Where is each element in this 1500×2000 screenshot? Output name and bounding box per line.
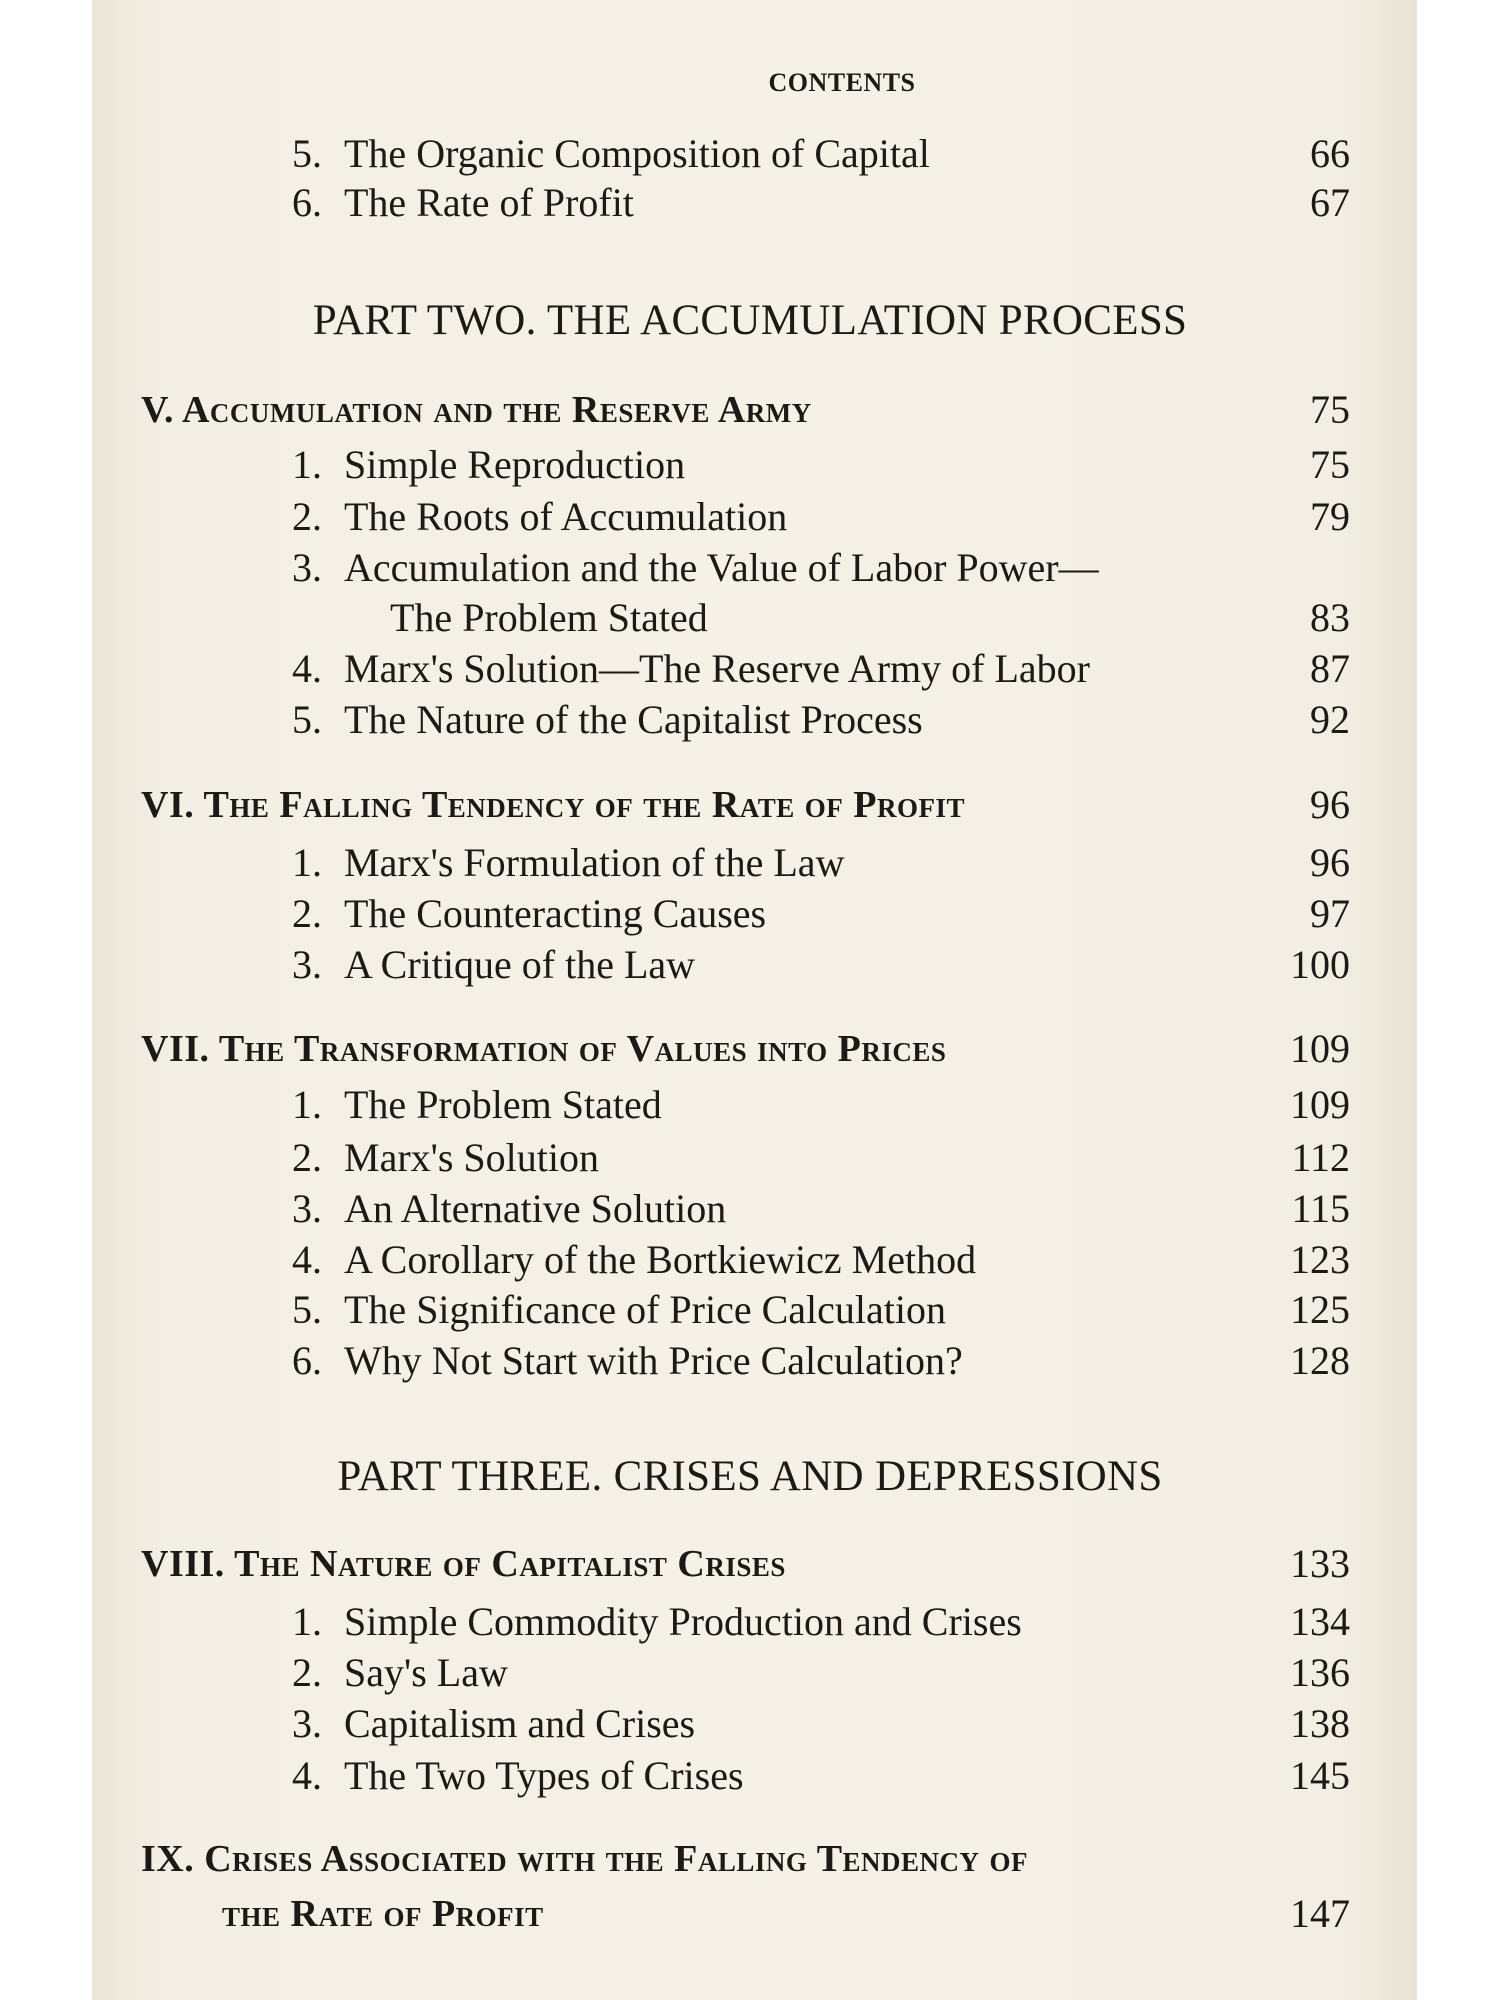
entry-title: Accumulation and the Value of Labor Power—: [344, 545, 1099, 590]
chapter-entry: [0, 385, 1500, 435]
page-number: 75: [1310, 387, 1350, 432]
section-number: 5.: [292, 131, 322, 176]
entry-title: Simple Commodity Production and Crises: [344, 1599, 1022, 1644]
page-number: 75: [1310, 442, 1350, 487]
section-number: 3.: [292, 1186, 322, 1231]
section-number: 2.: [292, 1650, 322, 1695]
section-number: 5.: [292, 697, 322, 742]
part-heading: PART THREE. CRISES AND DEPRESSIONS: [337, 1453, 1163, 1500]
section-number: 5.: [292, 1287, 322, 1332]
entry-title: Marx's Formulation of the Law: [344, 840, 845, 885]
chapter-entry: [0, 1024, 1500, 1074]
page-number: 96: [1310, 782, 1350, 827]
page-number: 123: [1290, 1237, 1350, 1282]
section-entry: [0, 440, 1500, 490]
chapter-entry: [0, 1539, 1500, 1589]
page-number: 87: [1310, 646, 1350, 691]
section-entry: [0, 695, 1500, 745]
entry-title: Marx's Solution: [344, 1135, 599, 1180]
page-number: 109: [1290, 1026, 1350, 1071]
section-entry: [0, 1285, 1500, 1335]
page-number: 136: [1290, 1650, 1350, 1695]
section-number: 2.: [292, 494, 322, 539]
page-number: 92: [1310, 697, 1350, 742]
entry-title: Say's Law: [344, 1650, 508, 1695]
entry-title: V. Accumulation and the Reserve Army: [141, 389, 812, 431]
section-number: 4.: [292, 646, 322, 691]
section-entry: [0, 1133, 1500, 1183]
section-number: 2.: [292, 1135, 322, 1180]
entry-title: Why Not Start with Price Calculation?: [344, 1338, 963, 1383]
page-number: 112: [1291, 1135, 1350, 1180]
entry-title: The Nature of the Capitalist Process: [344, 697, 923, 742]
section-entry: [0, 889, 1500, 939]
section-number: 1.: [292, 840, 322, 885]
section-entry: [0, 644, 1500, 694]
entry-title: the Rate of Profit: [222, 1893, 544, 1935]
section-number: 4.: [292, 1237, 322, 1282]
section-entry: [0, 1336, 1500, 1386]
section-number: 3.: [292, 1701, 322, 1746]
page-number: 128: [1290, 1338, 1350, 1383]
page-number: 138: [1290, 1701, 1350, 1746]
entry-title: IX. Crises Associated with the Falling Tendency of: [141, 1838, 1029, 1880]
entry-title: The Organic Composition of Capital: [344, 131, 930, 176]
page-number: 109: [1290, 1082, 1350, 1127]
chapter-entry: [0, 1834, 1500, 1884]
section-number: 6.: [292, 1338, 322, 1383]
section-entry: [0, 1597, 1500, 1647]
page-number: 96: [1310, 840, 1350, 885]
entry-title: Simple Reproduction: [344, 442, 686, 487]
chapter-entry: [0, 1889, 1500, 1939]
page-number: 97: [1310, 891, 1350, 936]
entry-title: The Counteracting Causes: [344, 891, 767, 936]
page-number: 79: [1310, 494, 1350, 539]
section-entry: [0, 593, 1500, 643]
section-entry: [0, 1184, 1500, 1234]
entry-title: VI. The Falling Tendency of the Rate of Profit: [141, 784, 965, 826]
entry-title: The Roots of Accumulation: [344, 494, 788, 539]
entry-title: The Significance of Price Calculation: [344, 1287, 947, 1332]
section-entry: [0, 543, 1500, 593]
section-number: 2.: [292, 891, 322, 936]
section-number: 1.: [292, 442, 322, 487]
section-number: 4.: [292, 1753, 322, 1798]
entry-title: The Problem Stated: [390, 595, 708, 640]
entry-title: The Two Types of Crises: [344, 1753, 744, 1798]
page-number: 67: [1310, 180, 1350, 225]
page-number: 100: [1290, 942, 1350, 987]
page-number: 66: [1310, 131, 1350, 176]
page-number: 133: [1290, 1541, 1350, 1586]
section-number: 6.: [292, 180, 322, 225]
entry-title: An Alternative Solution: [344, 1186, 727, 1231]
section-entry: [0, 940, 1500, 990]
entry-title: A Corollary of the Bortkiewicz Method: [344, 1237, 977, 1282]
section-number: 1.: [292, 1599, 322, 1644]
section-number: 1.: [292, 1082, 322, 1127]
entry-title: The Problem Stated: [344, 1082, 662, 1127]
page-number: 83: [1310, 595, 1350, 640]
entry-title: A Critique of the Law: [344, 942, 696, 987]
page-number: 145: [1290, 1753, 1350, 1798]
entry-title: VIII. The Nature of Capitalist Crises: [141, 1543, 786, 1585]
entry-title: Capitalism and Crises: [344, 1701, 696, 1746]
part-heading: PART TWO. THE ACCUMULATION PROCESS: [312, 297, 1188, 344]
section-entry: [0, 129, 1500, 179]
section-number: 3.: [292, 545, 322, 590]
chapter-entry: [0, 780, 1500, 830]
section-entry: [0, 1699, 1500, 1749]
section-number: 3.: [292, 942, 322, 987]
entry-title: The Rate of Profit: [344, 180, 634, 225]
running-head: CONTENTS: [768, 68, 916, 97]
section-entry: [0, 1235, 1500, 1285]
page-number: 125: [1290, 1287, 1350, 1332]
entry-title: VII. The Transformation of Values into Prices: [141, 1028, 947, 1070]
section-entry: [0, 178, 1500, 228]
page-number: 147: [1290, 1891, 1350, 1936]
section-entry: [0, 838, 1500, 888]
entry-title: Marx's Solution—The Reserve Army of Labor: [344, 646, 1090, 691]
section-entry: [0, 1080, 1500, 1130]
page-number: 134: [1290, 1599, 1350, 1644]
section-entry: [0, 1648, 1500, 1698]
section-entry: [0, 1751, 1500, 1801]
page-number: 115: [1291, 1186, 1350, 1231]
section-entry: [0, 492, 1500, 542]
